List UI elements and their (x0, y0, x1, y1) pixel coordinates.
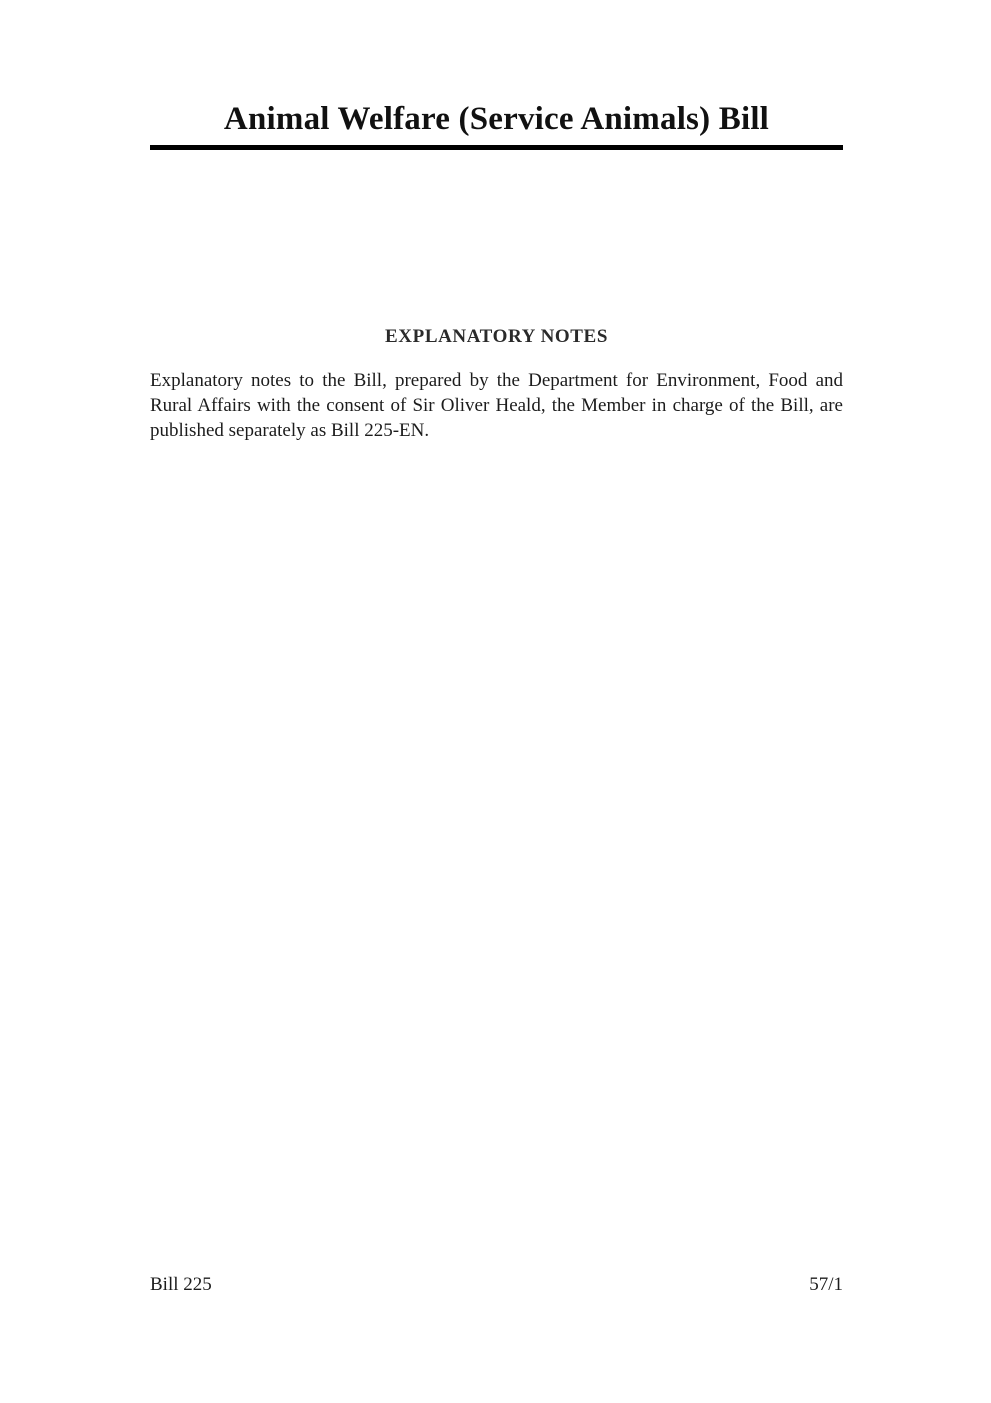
title-double-rule (150, 145, 843, 150)
page-content (150, 0, 843, 443)
session-code: 57/1 (809, 1274, 843, 1295)
explanatory-notes-paragraph: Explanatory notes to the Bill, prepared by the Department for Environment, Food and Rural Affairs with the consent of Sir Oliver Heald, the Member in charge of the Bill, are published separately as Bill 225-EN. (150, 369, 843, 441)
explanatory-notes-heading: EXPLANATORY NOTES (385, 325, 608, 347)
page-footer (150, 1274, 843, 1296)
bill-title: Animal Welfare (Service Animals) Bill (223, 101, 770, 137)
bill-number: Bill 225 (150, 1274, 212, 1295)
